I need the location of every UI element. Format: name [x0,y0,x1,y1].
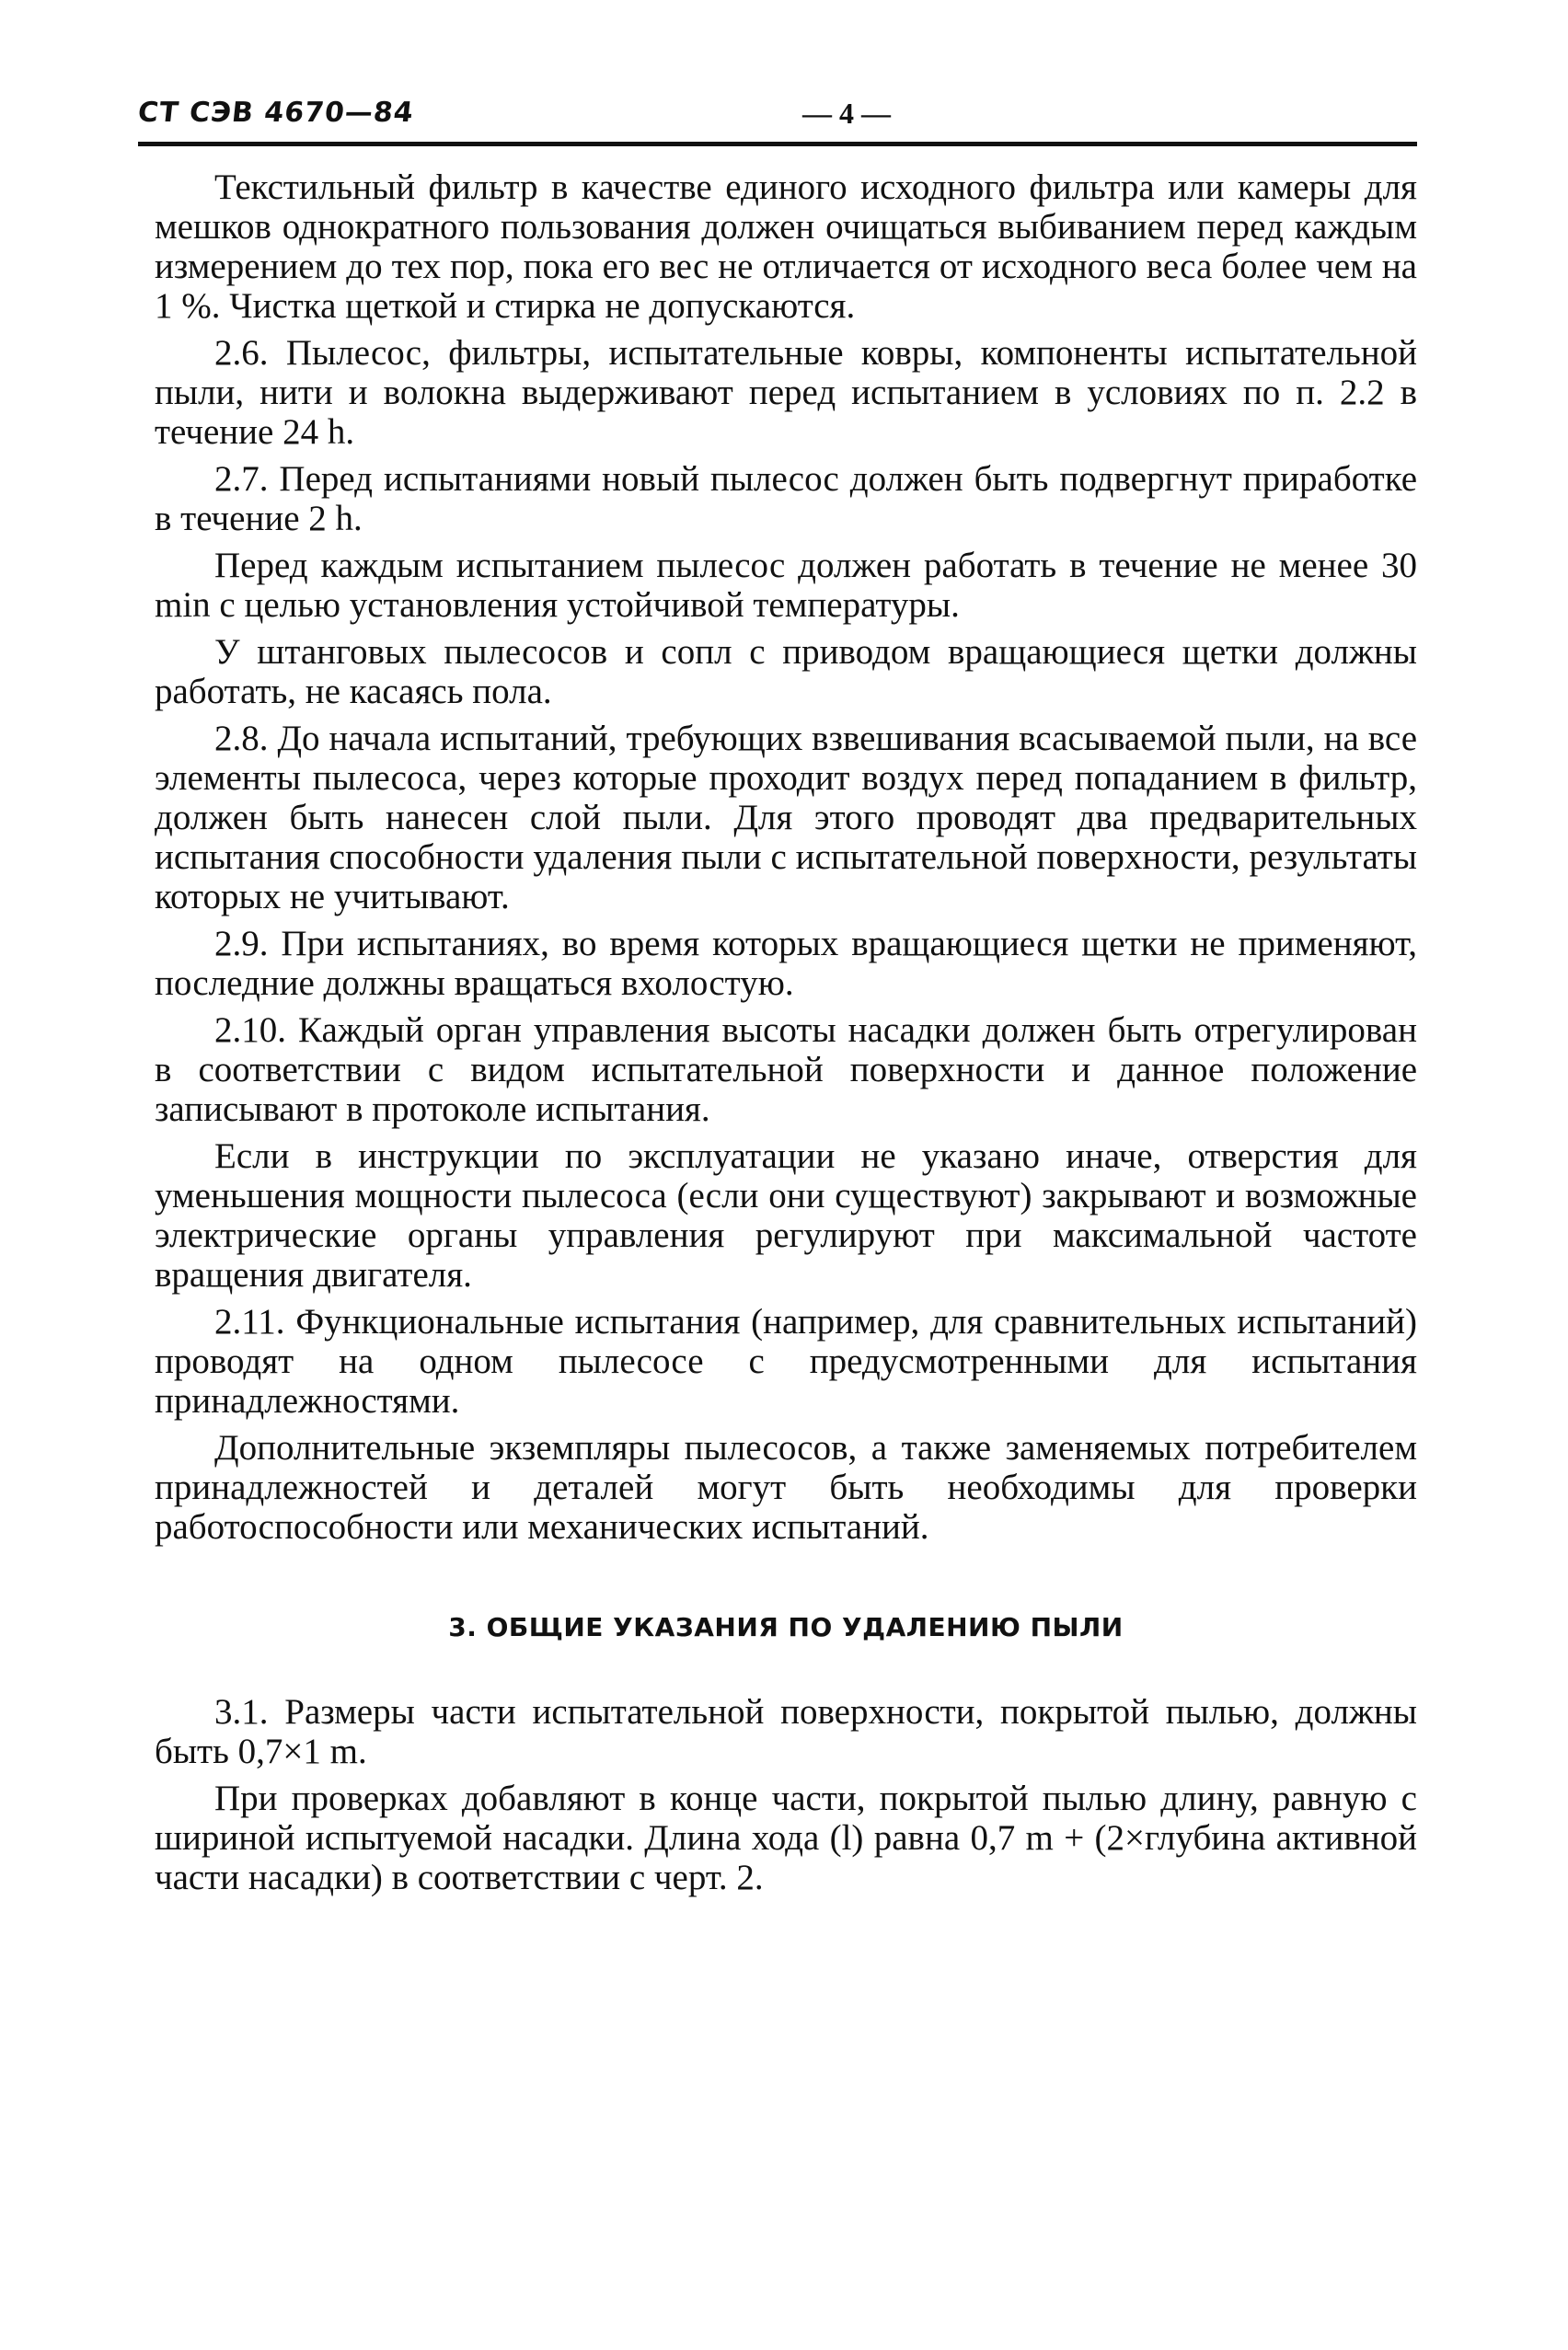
paragraph-2-11: 2.11. Функциональные испытания (например, для сравнительных испытаний) проводят на одном пылесосе с предусмотренными для испытания принадлежностями. [155,1302,1417,1421]
paragraph-2-9: 2.9. При испытаниях, во время которых вращающиеся щетки не применяют, последние должны вращаться вхолостую. [155,924,1417,1003]
page-number: — 4 — [802,97,891,130]
header-rule [138,142,1417,146]
paragraph-2-6: 2.6. Пылесос, фильтры, испытательные ковры, компоненты испытательной пыли, нити и волокна выдерживают перед испытанием в условиях по п. 2.2 в течение 24 h. [155,333,1417,452]
paragraph-2-10: 2.10. Каждый орган управления высоты насадки должен быть отрегулирован в соответствии с видом испытательной поверхности и данное положение записывают в протоколе испытания. [155,1010,1417,1129]
paragraph-rotating-brushes: У штанговых пылесосов и сопл с приводом вращающиеся щетки должны работать, не касаясь пола. [155,632,1417,711]
document-body [155,167,1417,1905]
paragraph-power-openings: Если в инструкции по эксплуатации не указано иначе, отверстия для уменьшения мощности пылесоса (если они существуют) закрывают и возможные электрические органы управления регулируют при максимальной частоте вращения двигателя. [155,1136,1417,1295]
paragraph-warmup: Перед каждым испытанием пылесос должен работать в течение не менее 30 min с целью установления устойчивой температуры. [155,546,1417,625]
document-code: СТ СЭВ 4670—84 [136,97,416,129]
paragraph-2-8: 2.8. До начала испытаний, требующих взвешивания всасываемой пыли, на все элементы пылесоса, через которые проходит воздух перед попаданием в фильтр, должен быть нанесен слой пыли. Для этого проводят два предварительных испытания способности удаления пыли с испытательной поверхности, результаты которых не учитывают. [155,719,1417,916]
page-header [138,90,1417,136]
paragraph-3-1: 3.1. Размеры части испытательной поверхности, покрытой пылью, должны быть 0,7×1 m. [155,1692,1417,1771]
paragraph-additional-samples: Дополнительные экземпляры пылесосов, а также заменяемых потребителем принадлежностей и деталей могут быть необходимы для проверки работоспособности или механических испытаний. [155,1428,1417,1547]
paragraph-textile-filter: Текстильный фильтр в качестве единого исходного фильтра или камеры для мешков однократного пользования должен очищаться выбиванием перед каждым измерением до тех пор, пока его вес не отличается от исходного веса более чем на 1 %. Чистка щеткой и стирка не допускаются. [155,167,1417,326]
paragraph-stroke-length: При проверках добавляют в конце части, покрытой пылью длину, равную с шириной испытуемой насадки. Длина хода (l) равна 0,7 m + (2×глубина активной части насадки) в соответствии с черт. 2. [155,1779,1417,1897]
section-heading: 3. ОБЩИЕ УКАЗАНИЯ ПО УДАЛЕНИЮ ПЫЛИ [448,1612,1124,1642]
paragraph-2-7: 2.7. Перед испытаниями новый пылесос должен быть подвергнут приработке в течение 2 h. [155,459,1417,538]
